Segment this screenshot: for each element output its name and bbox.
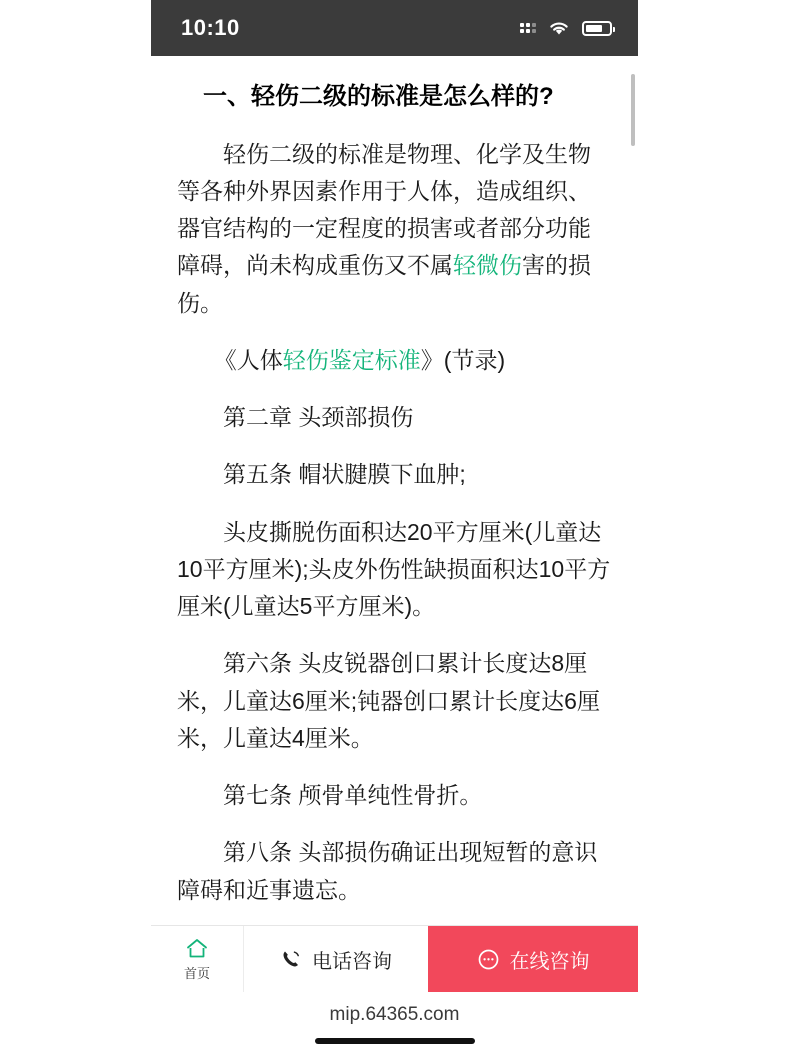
paragraph (177, 514, 612, 626)
paragraph (177, 399, 612, 436)
online-consult-button[interactable] (428, 926, 638, 992)
home-button[interactable] (151, 926, 244, 992)
page-title: 一、轻伤二级的标准是怎么样的? (203, 83, 554, 110)
paragraph (177, 342, 612, 379)
paragraph-text: 害的损伤。 (177, 252, 591, 316)
status-bar (151, 0, 638, 56)
paragraph (177, 456, 612, 493)
chat-bubble-icon (477, 948, 500, 971)
paragraph-text: 《人体 (213, 346, 283, 373)
paragraph (177, 777, 612, 814)
home-icon (185, 937, 209, 960)
paragraph-text: 第六条 头皮锐器创口累计长度达8厘米，儿童达6厘米;钝器创口累计长度达6厘米，儿童达4厘米。 (177, 650, 600, 751)
paragraph-text: 第五条 帽状腱膜下血肿; (223, 461, 466, 488)
paragraph-text: 第二章 头颈部损伤 (223, 404, 414, 431)
bottom-action-bar (151, 925, 638, 992)
paragraph-text: 头皮撕脱伤面积达20平方厘米(儿童达10平方厘米);头皮外伤性缺损面积达10平方厘米(儿童达5平方厘米)。 (177, 518, 611, 620)
status-time: 10:10 (181, 15, 240, 40)
paragraph-text: 》(节录) (420, 346, 506, 373)
highlighted-term[interactable]: 轻伤鉴定标准 (282, 346, 421, 373)
home-indicator[interactable] (315, 1038, 475, 1044)
wifi-icon (548, 20, 570, 36)
phone-consult-label: 电话咨询 (312, 950, 392, 973)
phone-screen (151, 0, 638, 1052)
home-button-label: 首页 (183, 965, 210, 981)
paragraph (177, 645, 612, 757)
battery-icon (582, 21, 612, 36)
paragraph-text: 轻伤二级的标准是物理、化学及生物等各种外界因素作用于人体，造成组织、器官结构的一定程度的损害或者部分功能障碍，尚未构成重伤又不属 (177, 140, 591, 279)
phone-consult-button[interactable] (244, 926, 428, 992)
article-content (151, 56, 638, 936)
signal-bars-icon (520, 23, 536, 33)
online-consult-label: 在线咨询 (509, 950, 590, 973)
paragraph (177, 834, 612, 909)
paragraph-text: 第八条 头部损伤确证出现短暂的意识障碍和近事遗忘。 (177, 839, 598, 903)
status-icons (520, 20, 612, 36)
scrollbar[interactable] (631, 74, 635, 146)
phone-icon (280, 948, 302, 970)
paragraph (177, 136, 612, 322)
paragraph-text: 第七条 颅骨单纯性骨折。 (223, 782, 483, 809)
highlighted-term[interactable]: 轻微伤 (453, 252, 522, 279)
footer-url: mip.64365.com (329, 1004, 460, 1025)
